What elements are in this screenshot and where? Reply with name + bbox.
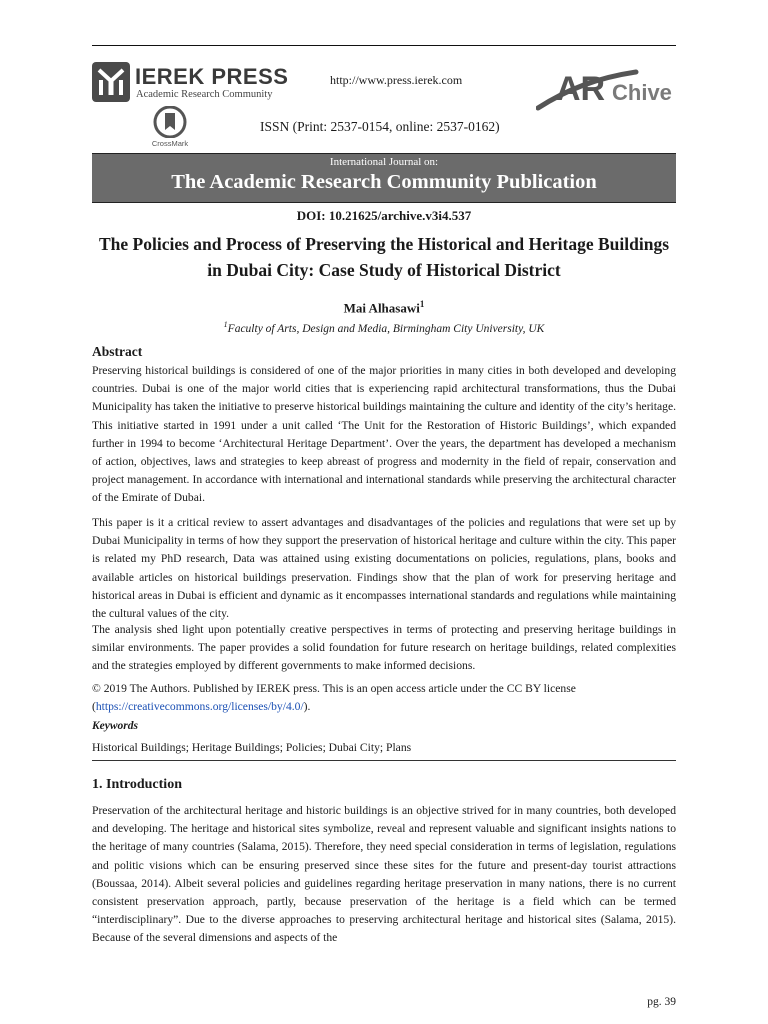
paper-page [92,0,676,1024]
license-link[interactable]: https://creativecommons.org/licenses/by/4.0/ [95,700,304,714]
issn-line: ISSN (Print: 2537-0154, online: 2537-0162) [260,119,500,134]
paper-title: The Policies and Process of Preserving the Historical and Heritage Buildings in Dubai City: Case Study of Historical District [98,234,669,280]
introduction-heading: 1. Introduction [92,777,182,792]
author-name: Mai Alhasawi [343,300,420,316]
page-number: pg. 39 [647,996,676,1008]
archive-logo-ar: AR [556,70,606,108]
author [92,299,676,316]
publisher-tagline: Academic Research Community [136,89,273,100]
archive-journal-logo[interactable] [536,60,678,112]
crossmark-label: CrossMark [151,139,189,148]
publisher-url[interactable]: http://www.press.ierek.com [330,73,463,87]
banner-title: The Academic Research Community Publication [171,171,597,193]
license-end: ). [303,700,311,714]
keywords-list: Historical Buildings; Heritage Buildings; Policies; Dubai City; Plans [92,741,412,754]
doi[interactable]: DOI: 10.21625/archive.v3i4.537 [296,208,472,223]
top-rule [92,45,676,46]
publisher-name: IEREK PRESS [135,64,289,89]
abstract-paragraph-1: Preserving historical buildings is considered of one of the major priorities in many cities in both developed and developing countries. Dubai is one of the major world cities that is experiencing rapid architectural transformations, thus the Dubai Municipality has taken the initiative to preserve historical buildings maintaining the culture and identity of the city’s heritage. This initiative started in 1991 under a unit called ‘The Unit for the Restoration of Historic Buildings’, which expanded further in 1994 to become ‘Architectural Heritage Department’. Over the years, the department has developed a mechanism of action, objectives, laws and strategies to keep abreast of progress and modernity in the field of repair, conservation and project management. In accordance with international and international standards while preserving the architectural character of the Emirate of Dubai. [92,364,676,505]
abstract-paragraph-2: This paper is it a critical review to assert advantages and disadvantages of the policies and regulations that were set up by Dubai Municipality in terms of how they support the preservation of historical heritage and culture within the city. This paper is related my PhD research, Data was attained using existing documentations on policies, regulations, plans, books and available articles on historical buildings preservation. Findings show that the plan of work for preserving heritage and historical areas in Dubai is efficient and dynamic as it encompasses international standards and regulations while maintaining the cultural values of the city. [92,516,676,621]
ierek-press-logo[interactable] [92,62,289,104]
banner-subtitle: International Journal on: [329,156,439,168]
abstract-paragraph-3: The analysis shed light upon potentially creative perspectives in terms of protecting and preserving heritage buildings in similar environments. The paper provides a solid foundation for future research on heritage buildings, related complexities and the strategies employed by different governments to make informed decisions. [92,623,676,673]
abstract-heading: Abstract [92,344,143,359]
keywords-rule [92,760,676,761]
affiliation-sup: 1 [223,320,228,329]
journal-banner [92,153,676,203]
license-statement [92,680,676,716]
license-text: © 2019 The Authors. Published by IEREK press. This is an open access article under the CC BY license ( [92,682,576,714]
keywords-heading: Keywords [92,720,138,732]
crossmark-badge[interactable] [150,106,190,148]
author-sup: 1 [419,299,425,309]
affiliation-text: Faculty of Arts, Design and Media, Birmingham City University, UK [227,322,545,335]
introduction-paragraph-1: Preservation of the architectural heritage and historic buildings is an objective strived for in many countries, both developed and developing. The heritage and historical sites symbolize, reveal and represent valuable and significant insights nations to the heritage of many countries (Salama, 2015). Therefore, they need special consideration in terms of legislation, regulations and politic visions which can be ensuring preserved since these sites for the future and present-day tourist attractions (Boussaa, 2014). Albeit several policies and guidelines regarding heritage preservation in many nations, there is no current consistent preservation approach, partly, because preservation of the heritage is a field which can be termed “interdisciplinary”. Due to the diverse approaches to preserving architectural heritage and historical sites (Salama, 2015). Because of the several dimensions and aspects of the [92,804,676,945]
archive-logo-chive: Chive [612,80,672,105]
crossmark-icon [153,106,187,138]
affiliation [92,320,676,335]
ierek-logo-icon [92,62,130,102]
